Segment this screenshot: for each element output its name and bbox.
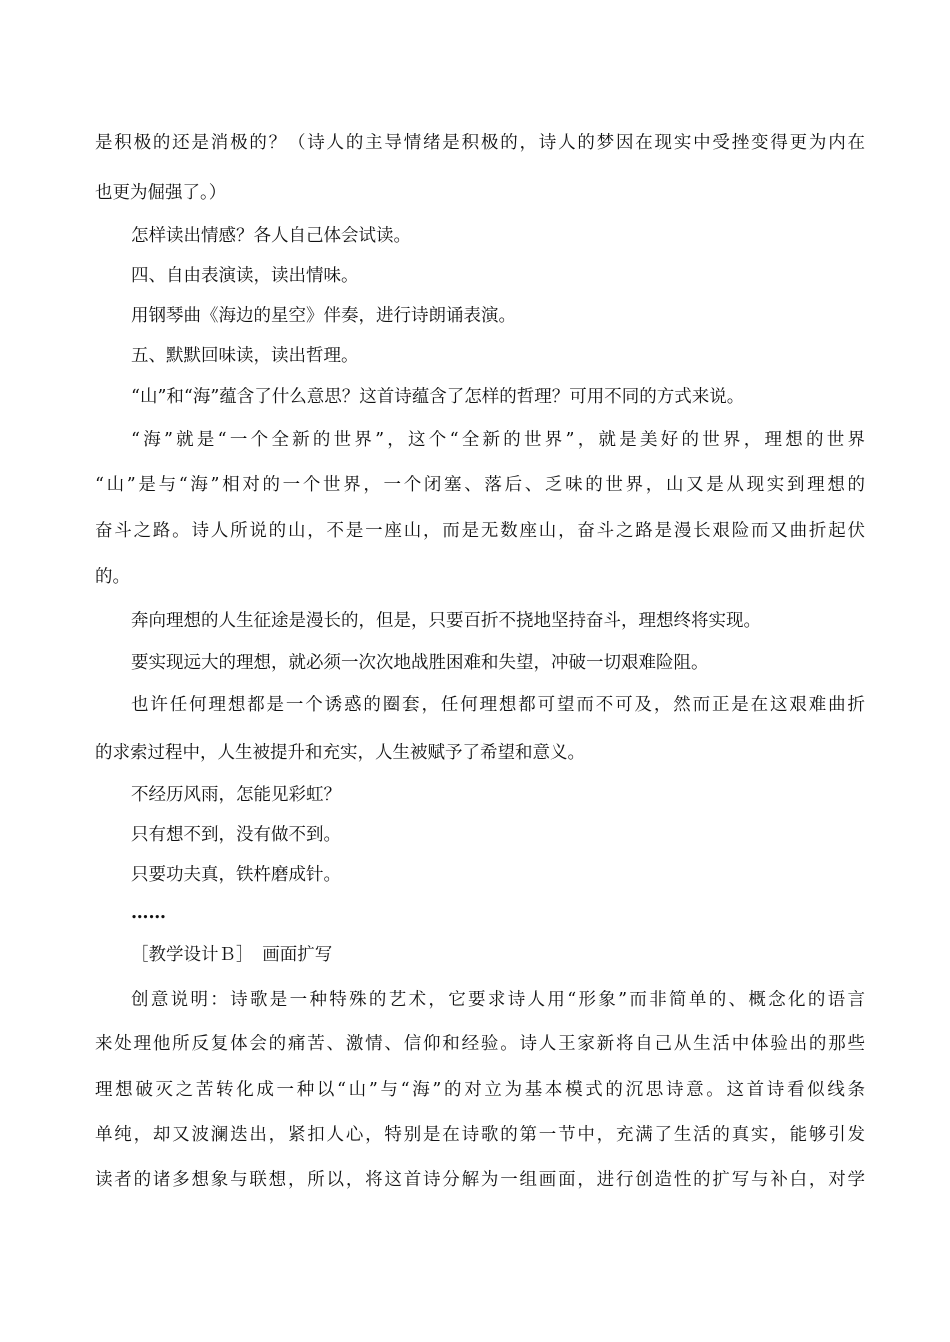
section-heading-5: 五、默默回味读，读出哲理。 <box>131 346 359 366</box>
text-line-21: 创意说明：诗歌是一种特殊的艺术，它要求诗人用“形象”而非简单的、概念化的语言 <box>131 990 865 1010</box>
text-line-12: 奔向理想的人生征途是漫长的，但是，只要百折不挠地坚持奋斗，理想终将实现。 <box>131 611 761 631</box>
text-line-23: 理想破灭之苦转化成一种以“山”与“海”的对立为基本模式的沉思诗意。这首诗看似线条 <box>95 1080 865 1100</box>
text-line-15: 的求索过程中，人生被提升和充实，人生被赋予了希望和意义。 <box>95 743 585 763</box>
text-line-18: 只要功夫真，铁杵磨成针。 <box>131 865 341 885</box>
text-line-1: 是积极的还是消极的？（诗人的主导情绪是积极的，诗人的梦因在现实中受挫变得更为内在 <box>95 133 865 153</box>
text-line-7: “山”和“海”蕴含了什么意思？这首诗蕴含了怎样的哲理？可用不同的方式来说。 <box>131 387 745 407</box>
ellipsis-line: …… <box>131 903 166 923</box>
text-line-16: 不经历风雨，怎能见彩虹？ <box>131 785 341 805</box>
text-line-14: 也许任何理想都是一个诱惑的圈套，任何理想都可望而不可及，然而正是在这艰难曲折 <box>131 695 865 715</box>
text-line-8: “海”就是“一个全新的世界”，这个“全新的世界”，就是美好的世界，理想的世界 <box>131 430 865 450</box>
text-line-13: 要实现远大的理想，就必须一次次地战胜困难和失望，冲破一切艰难险阻。 <box>131 653 709 673</box>
text-line-11: 的。 <box>95 567 130 587</box>
text-line-17: 只有想不到，没有做不到。 <box>131 825 341 845</box>
text-line-24: 单纯，却又波澜迭出，紧扣人心，特别是在诗歌的第一节中，充满了生活的真实，能够引发 <box>95 1125 865 1145</box>
text-line-25: 读者的诸多想象与联想，所以，将这首诗分解为一组画面，进行创造性的扩写与补白，对学 <box>95 1170 865 1190</box>
section-heading-4: 四、自由表演读，读出情味。 <box>131 266 359 286</box>
text-line-10: 奋斗之路。诗人所说的山，不是一座山，而是无数座山，奋斗之路是漫长艰险而又曲折起伏 <box>95 521 865 541</box>
text-line-5: 用钢琴曲《海边的星空》伴奏，进行诗朗诵表演。 <box>131 306 516 326</box>
teaching-design-b-heading: ［教学设计Ｂ］ 画面扩写 <box>131 945 333 965</box>
text-line-2: 也更为倔强了。） <box>95 183 227 203</box>
text-line-22: 来处理他所反复体会的痛苦、激情、信仰和经验。诗人王家新将自己从生活中体验出的那些 <box>95 1034 865 1054</box>
text-line-3: 怎样读出情感？各人自己体会试读。 <box>131 226 411 246</box>
text-line-9: “山”是与“海”相对的一个世界，一个闭塞、落后、乏味的世界，山又是从现实到理想的 <box>95 475 865 495</box>
